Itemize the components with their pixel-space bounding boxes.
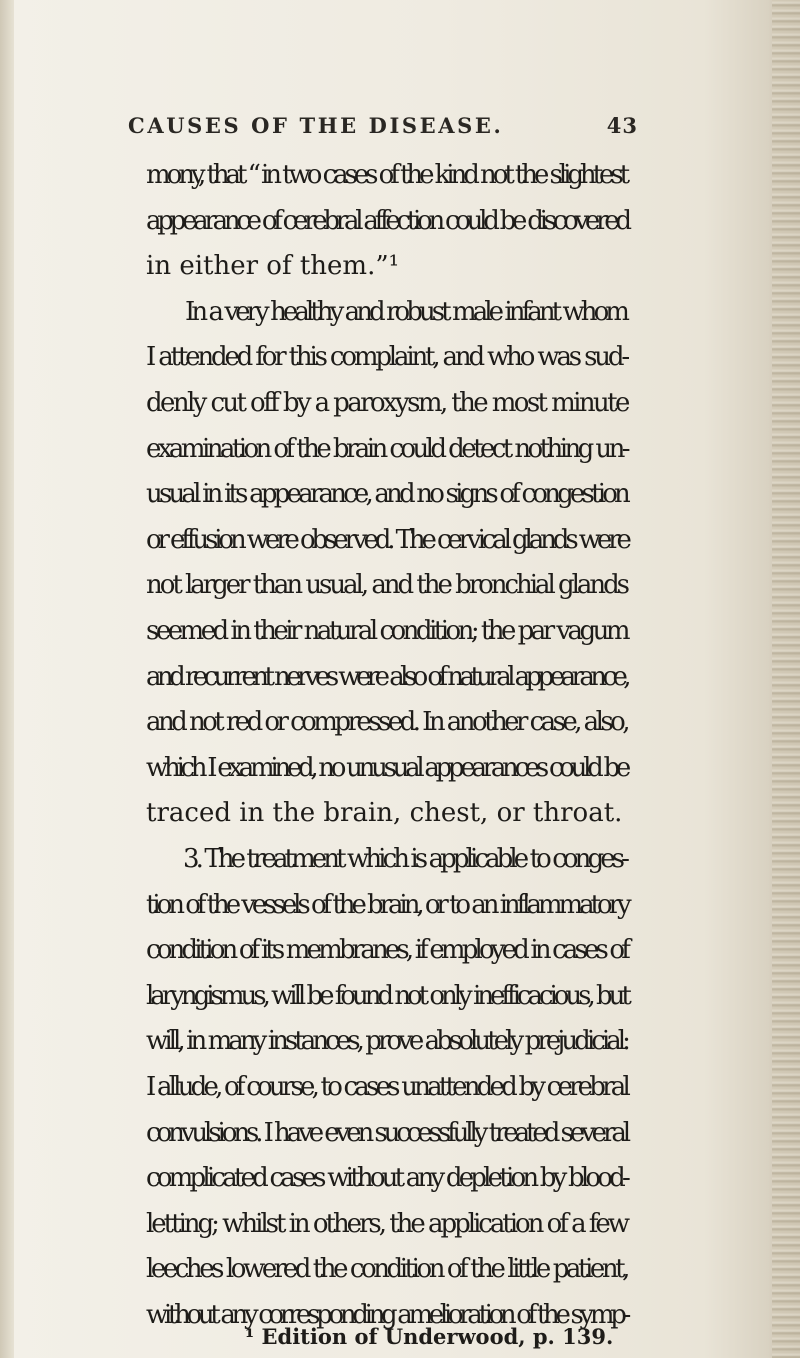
text-line xyxy=(0,388,800,428)
text-line xyxy=(0,662,800,702)
footnote: ¹ Edition of Underwood, p. 139. xyxy=(245,1324,614,1349)
text-line xyxy=(0,160,800,200)
text-line xyxy=(0,1118,800,1158)
text-line xyxy=(0,753,800,793)
text-line-content: examination of the brain could detect nothing un- xyxy=(146,433,627,464)
text-line-content: condition of its membranes, if employed in cases of xyxy=(146,935,627,966)
text-line xyxy=(0,798,800,838)
text-line xyxy=(0,342,800,382)
text-line xyxy=(0,1072,800,1112)
text-line-content: seemed in their natural condition; the par vagum xyxy=(146,616,627,646)
text-line xyxy=(0,251,800,291)
text-line-content: letting; whilst in others, the application of a few xyxy=(146,1208,627,1239)
text-line xyxy=(0,1026,800,1066)
text-line xyxy=(0,890,800,930)
text-line-content: laryngismus, will be found not only inefficacious, but xyxy=(146,980,628,1011)
text-line-content: appearance of cerebral affection could be discovered xyxy=(146,205,628,236)
page-number: 43 xyxy=(606,113,638,138)
text-line-content: tion of the vessels of the brain, or to an inflammatory xyxy=(146,889,628,920)
text-line xyxy=(0,707,800,747)
text-line xyxy=(0,1254,800,1294)
text-line-content: not larger than usual, and the bronchial glands xyxy=(146,570,627,601)
text-line xyxy=(0,570,800,610)
text-line-content: without any corresponding amelioration of the symp- xyxy=(146,1300,627,1330)
text-line-content: leeches lowered the condition of the little patient, xyxy=(146,1254,627,1285)
text-line xyxy=(0,1163,800,1203)
text-line-content: traced in the brain, chest, or throat. xyxy=(146,798,623,829)
text-line-content: denly cut off by a paroxysm, the most minute xyxy=(146,388,628,418)
running-head xyxy=(128,113,638,145)
text-line-content: usual in its appearance, and no signs of congestion xyxy=(146,479,627,510)
text-line-content: mony, that “ in two cases of the kind not the slightest xyxy=(146,160,626,190)
text-line-content: or effusion were observed. The cervical glands were xyxy=(146,524,628,555)
text-line xyxy=(0,525,800,565)
text-line-content: which I examined, no unusual appearances could be xyxy=(146,752,627,783)
text-line xyxy=(0,616,800,656)
text-line xyxy=(0,479,800,519)
text-line xyxy=(0,297,800,337)
text-line-content: I allude, of course, to cases unattended by cerebral xyxy=(146,1072,627,1102)
text-line-content: I attended for this complaint, and who was sud- xyxy=(146,342,627,373)
text-line-content: convulsions. I have even successfully treated several xyxy=(146,1117,627,1148)
text-line xyxy=(0,935,800,975)
text-line-content: in either of them.”¹ xyxy=(146,251,400,282)
text-line xyxy=(0,844,800,884)
text-line-content: and recurrent nerves were also of natural appearance, xyxy=(146,661,627,692)
text-line-content: In a very healthy and robust male infant whom xyxy=(185,296,626,327)
text-line-content: 3. The treatment which is applicable to conges- xyxy=(183,844,626,874)
text-line xyxy=(0,206,800,246)
text-line xyxy=(0,981,800,1021)
text-line-content: will, in many instances, prove absolutely prejudicial: xyxy=(146,1026,628,1057)
running-title: CAUSES OF THE DISEASE. xyxy=(128,113,504,138)
text-line-content: complicated cases without any depletion by blood- xyxy=(146,1163,627,1194)
text-line xyxy=(0,434,800,474)
text-line-content: and not red or compressed. In another case, also, xyxy=(146,707,627,738)
text-line xyxy=(0,1209,800,1249)
